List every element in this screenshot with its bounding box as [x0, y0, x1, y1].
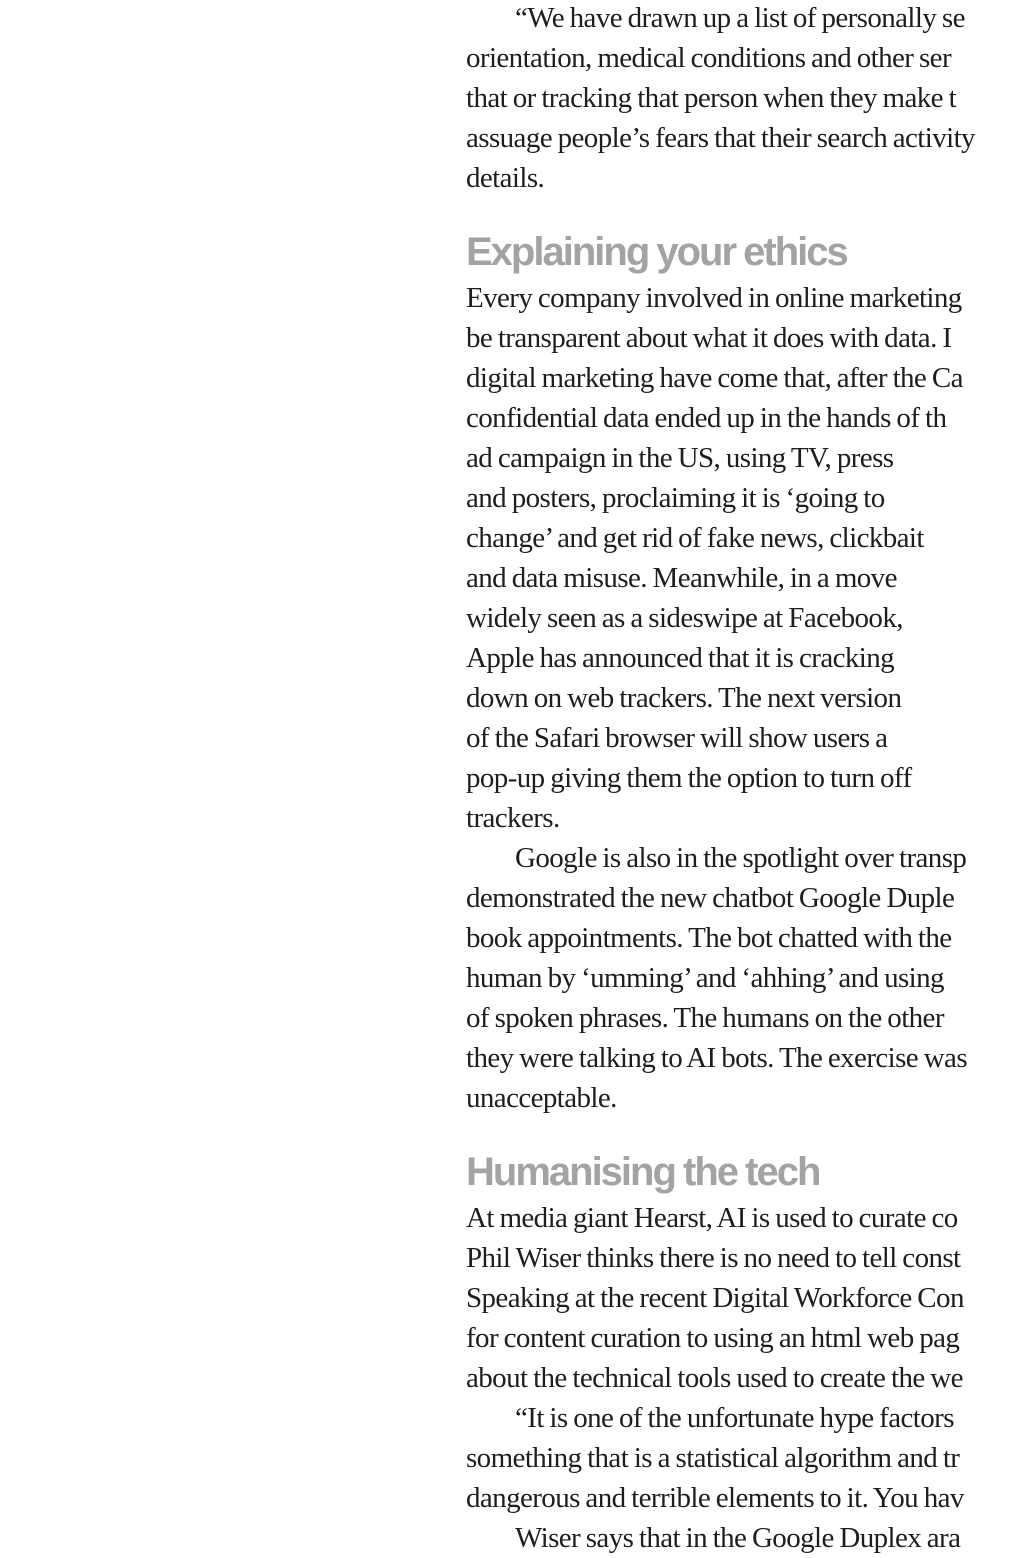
text-line: “We have drawn up a list of personally se	[515, 2, 965, 34]
text-line: unacceptable.	[466, 1082, 617, 1114]
section-heading-ethics: Explaining your ethics	[466, 230, 847, 274]
text-line: Every company involved in online marketing	[466, 282, 962, 314]
text-line: trackers.	[466, 802, 560, 834]
text-line: Wiser says that in the Google Duplex ara	[515, 1522, 961, 1554]
paragraph-hype-quote	[466, 1398, 1024, 1518]
article-column	[466, 0, 1024, 1558]
text-line: down on web trackers. The next version	[466, 682, 902, 714]
text-line: orientation, medical conditions and other ser	[466, 42, 952, 74]
section-heading-humanising: Humanising the tech	[466, 1150, 820, 1194]
text-line: of the Safari browser will show users a	[466, 722, 888, 754]
paragraph-wiser	[466, 1518, 1024, 1558]
text-line: Speaking at the recent Digital Workforce Con	[466, 1282, 964, 1314]
text-line: of spoken phrases. The humans on the other	[466, 1002, 944, 1034]
text-line: Apple has announced that it is cracking	[466, 642, 895, 674]
text-line: book appointments. The bot chatted with the	[466, 922, 952, 954]
text-line: that or tracking that person when they make t	[466, 82, 957, 114]
text-line: and data misuse. Meanwhile, in a move	[466, 562, 897, 594]
text-line: At media giant Hearst, AI is used to curate co	[466, 1202, 958, 1234]
text-line: details.	[466, 162, 545, 194]
paragraph-search-privacy	[466, 0, 1024, 198]
paragraph-ethics	[466, 278, 1024, 838]
text-line: confidential data ended up in the hands of th	[466, 402, 947, 434]
text-line: be transparent about what it does with data. I	[466, 322, 952, 354]
text-line: assuage people’s fears that their search activity	[466, 122, 975, 154]
text-line: dangerous and terrible elements to it. You hav	[466, 1482, 964, 1514]
text-line: change’ and get rid of fake news, clickbait	[466, 522, 924, 554]
text-line: about the technical tools used to create the we	[466, 1362, 963, 1394]
text-line: demonstrated the new chatbot Google Duple	[466, 882, 955, 914]
text-line: something that is a statistical algorithm and tr	[466, 1442, 960, 1474]
text-line: Google is also in the spotlight over transp	[515, 842, 967, 874]
paragraph-hearst	[466, 1198, 1024, 1398]
text-line: widely seen as a sideswipe at Facebook,	[466, 602, 903, 634]
text-line: for content curation to using an html web pag	[466, 1322, 960, 1354]
text-line: “It is one of the unfortunate hype factors	[515, 1402, 954, 1434]
text-line: human by ‘umming’ and ‘ahhing’ and using	[466, 962, 944, 994]
text-line: ad campaign in the US, using TV, press	[466, 442, 894, 474]
text-line: they were talking to AI bots. The exercise was	[466, 1042, 968, 1074]
text-line: Phil Wiser thinks there is no need to tell const	[466, 1242, 961, 1274]
text-line: and posters, proclaiming it is ‘going to	[466, 482, 885, 514]
text-line: digital marketing have come that, after the Ca	[466, 362, 963, 394]
text-line: pop-up giving them the option to turn off	[466, 762, 912, 794]
paragraph-google-duplex	[466, 838, 1024, 1118]
